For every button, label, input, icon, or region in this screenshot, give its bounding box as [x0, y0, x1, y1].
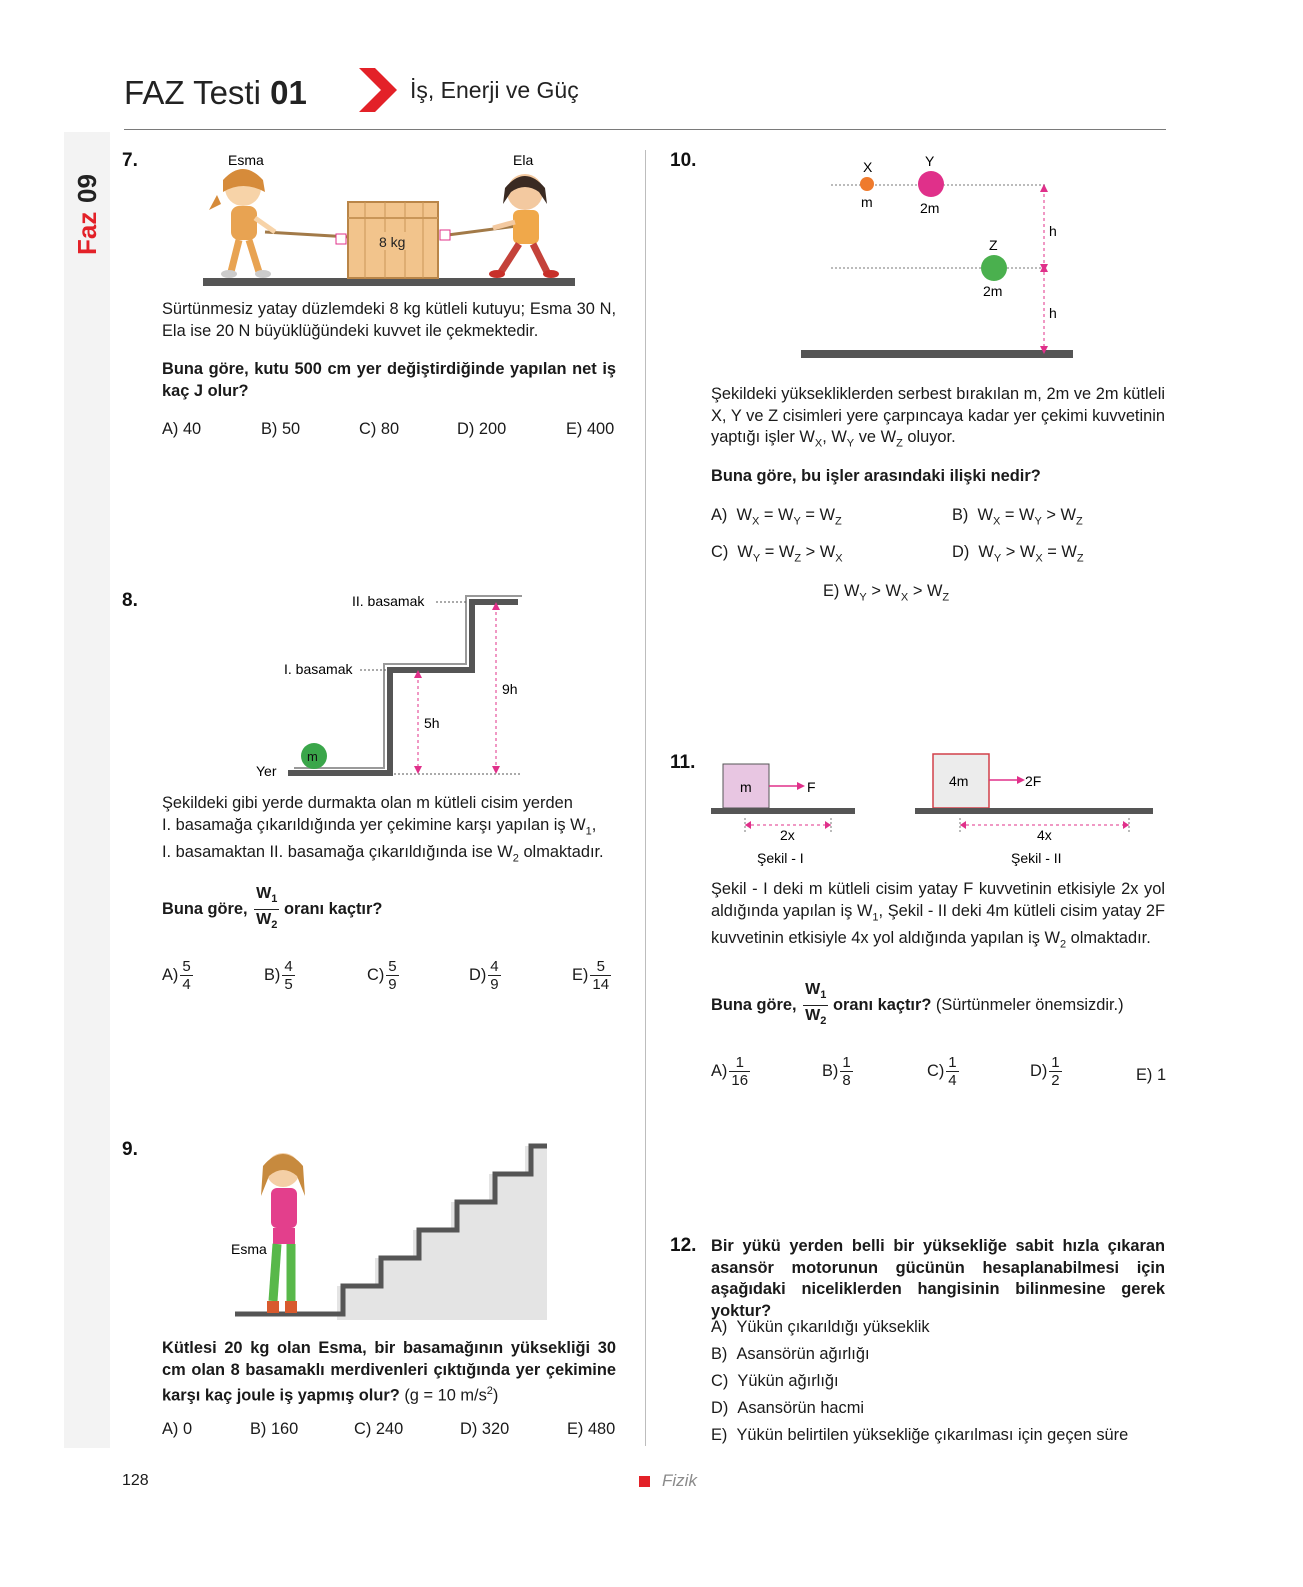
q9-option-b[interactable]: B) 160	[250, 1420, 299, 1438]
q12-option-d[interactable]: D) Asansörün hacmi	[711, 1399, 865, 1417]
q8-option-e[interactable]: E) $\frac{5}{14}$	[572, 958, 610, 993]
q11-text: Şekil - I deki m kütleli cisim yatay F kuvvetinin etkisiyle 2x yol aldığında yapılan iş $W_1$, Şekil - II deki 4m kütleli cisim yatay 2F kuvvetinin etkisiyle 4x yol aldığında yapılan iş $W_2$ olmaktadır.	[711, 880, 1165, 951]
q8-stairs-figure	[250, 588, 530, 780]
esma-girl-character	[261, 1153, 305, 1313]
q9-option-e[interactable]: E) 480	[567, 1420, 616, 1438]
q8-text-line3: I. basamaktan II. basamağa çıkarıldığında ise $W_2$ olmaktadır.	[162, 843, 604, 865]
q11-number: 11.	[670, 752, 696, 773]
page-number: 128	[122, 1472, 149, 1489]
q10-ball-y	[918, 171, 944, 197]
q7-left-name: Esma	[228, 152, 264, 168]
sidebar-band	[64, 132, 110, 1448]
q8-option-a[interactable]: A) $\frac{5}{4}$	[162, 958, 191, 993]
q11-ratio-fraction: $\frac{W_1}{W_2}$	[805, 981, 827, 1028]
q11-cap1: Şekil - I	[757, 850, 804, 866]
q10-ball-z	[981, 255, 1007, 281]
q7-right-name: Ela	[513, 152, 534, 168]
q10-ball-x	[860, 177, 874, 191]
q7-ground	[203, 278, 575, 286]
footer-subject: Fizik	[662, 1471, 697, 1490]
q7-text: Sürtünmesiz yatay düzlemdeki 8 kg kütleli kutuyu; Esma 30 N, Ela ise 20 N büyüklüğündeki kuvvet ile çekmektedir.	[162, 300, 616, 340]
q10-number: 10.	[670, 150, 697, 171]
q12-question: Bir yükü yerden belli bir yüksekliğe sabit hızla çıkaran asansör motorunun gücünün hesaplanabilmesi için aşağıdaki niceliklerden hangisinin bilinmesine gerek yoktur?	[711, 1237, 1165, 1320]
page-title	[124, 74, 307, 112]
q10-h-label-bottom: h	[1049, 305, 1057, 321]
q8-ratio-fraction: $\frac{W_1}{W_2}$	[256, 885, 278, 932]
q10-option-d[interactable]: D) $W_Y > W_X = W_Z$	[952, 543, 1084, 565]
q9-stairs-figure	[225, 1136, 555, 1328]
ela-character	[489, 174, 559, 278]
q8-text-line1: Şekildeki gibi yerde durmakta olan m kütleli cisim yerden	[162, 794, 573, 812]
q8-h2-label: 9h	[502, 681, 518, 697]
q9-option-a[interactable]: A) 0	[162, 1420, 193, 1438]
q10-x-label: X	[863, 159, 873, 175]
q11-question: Buna göre, $\frac{W_1}{W_2}$ oranı kaçtır? (Sürtünmeler önemsizdir.)	[711, 980, 1124, 1031]
test-subtitle: İş, Enerji ve Güç	[410, 77, 579, 103]
q11-option-c[interactable]: C) $\frac{1}{4}$	[927, 1054, 957, 1089]
q8-option-b[interactable]: B) $\frac{4}{5}$	[264, 958, 293, 993]
q10-ground	[801, 350, 1073, 358]
q8-step1-label: I. basamak	[284, 661, 353, 677]
q7-box-label: 8 kg	[379, 234, 406, 250]
q7-option-e[interactable]: E) 400	[566, 420, 615, 438]
q11-option-d[interactable]: D) $\frac{1}{2}$	[1030, 1054, 1060, 1089]
q10-my-label: 2m	[920, 200, 940, 216]
q9-number: 9.	[122, 1139, 138, 1160]
q8-option-d[interactable]: D) $\frac{4}{9}$	[469, 958, 499, 993]
q10-option-e[interactable]: E) $W_Y > W_X > W_Z$	[823, 582, 950, 604]
q11-option-b[interactable]: B) $\frac{1}{8}$	[822, 1054, 851, 1089]
q10-option-a[interactable]: A) $W_X = W_Y = W_Z$	[711, 506, 842, 528]
test-prefix: FAZ Testi	[124, 74, 261, 111]
q11-option-e[interactable]: E) 1	[1136, 1066, 1167, 1084]
q8-ground-label: Yer	[256, 763, 277, 779]
q12-option-c[interactable]: C) Yükün ağırlığı	[711, 1372, 839, 1390]
footer-square-icon	[639, 1476, 650, 1487]
q8-mass-label: m	[307, 749, 318, 764]
q10-h-label-top: h	[1049, 223, 1057, 239]
q9-name-label: Esma	[231, 1241, 267, 1257]
q8-step2-label: II. basamak	[352, 593, 425, 609]
q8-number: 8.	[122, 590, 138, 611]
q12-option-a[interactable]: A) Yükün çıkarıldığı yükseklik	[711, 1318, 930, 1336]
q7-question: Buna göre, kutu 500 cm yer değiştirdiğinde yapılan net iş kaç J olur?	[162, 360, 616, 400]
q10-text: Şekildeki yüksekliklerden serbest bırakılan m, 2m ve 2m kütleli X, Y ve Z cisimleri yere çarpıncaya kadar yer çekimi kuvvetinin yaptığı işler $W_X$, $W_Y$ ve $W_Z$ oluyor.	[711, 385, 1165, 450]
q7-option-d[interactable]: D) 200	[457, 420, 507, 438]
q10-y-label: Y	[925, 153, 935, 169]
q8-option-c[interactable]: C) $\frac{5}{9}$	[367, 958, 397, 993]
q10-mx-label: m	[861, 194, 873, 210]
q10-figure	[795, 150, 1085, 362]
q7-figure	[195, 150, 585, 292]
q7-option-a[interactable]: A) 40	[162, 420, 202, 438]
q11-figure	[705, 748, 1165, 872]
q9-option-d[interactable]: D) 320	[460, 1420, 510, 1438]
q7-option-b[interactable]: B) 50	[261, 420, 301, 438]
q9-option-c[interactable]: C) 240	[354, 1420, 404, 1438]
q8-h1-label: 5h	[424, 715, 440, 731]
q12-option-e[interactable]: E) Yükün belirtilen yüksekliğe çıkarılması için geçen süre	[711, 1426, 1129, 1444]
esma-character	[209, 169, 275, 278]
sidebar-number-text: 09	[72, 174, 102, 203]
q8-question: Buna göre, $\frac{W_1}{W_2}$ oranı kaçtır?	[162, 884, 382, 935]
q10-question: Buna göre, bu işler arasındaki ilişki nedir?	[711, 467, 1041, 485]
q8-text-line2: I. basamağa çıkarıldığında yer çekimine karşı yapılan iş $W_1$,	[162, 815, 597, 837]
q12-number: 12.	[670, 1235, 697, 1256]
q11-cap2: Şekil - II	[1011, 850, 1062, 866]
crate-box	[348, 202, 438, 278]
q11-4m-label: 4m	[949, 773, 969, 789]
q11-option-a[interactable]: A) $\frac{1}{16}$	[711, 1054, 749, 1089]
q12-option-b[interactable]: B) Asansörün ağırlığı	[711, 1345, 870, 1363]
sidebar-faz-text: Faz	[72, 211, 102, 255]
q8-text	[162, 793, 616, 870]
header-divider	[124, 129, 1166, 130]
q11-2f-label: 2F	[1025, 773, 1042, 789]
q10-mz-label: 2m	[983, 283, 1003, 299]
column-divider	[645, 150, 646, 1446]
q7-number: 7.	[122, 150, 138, 171]
q7-option-c[interactable]: C) 80	[359, 420, 400, 438]
q10-z-label: Z	[989, 237, 998, 253]
q10-option-c[interactable]: C) $W_Y = W_Z > W_X$	[711, 543, 843, 565]
q10-option-b[interactable]: B) $W_X = W_Y > W_Z$	[952, 506, 1083, 528]
q9-question: Kütlesi 20 kg olan Esma, bir basamağının yüksekliği 30 cm olan 8 basamaklı merdivenleri çıktığında yer çekimine karşı kaç joule iş yapmış olur? (g = 10 $m/s^2$)	[162, 1339, 616, 1405]
sidebar-label	[66, 150, 110, 260]
test-number: 01	[270, 74, 307, 111]
q11-m-label: m	[740, 779, 752, 795]
q11-f-label: F	[807, 779, 816, 795]
chevron-right-icon	[357, 68, 399, 112]
q11-d2-label: 4x	[1037, 827, 1052, 843]
q11-d1-label: 2x	[780, 827, 795, 843]
